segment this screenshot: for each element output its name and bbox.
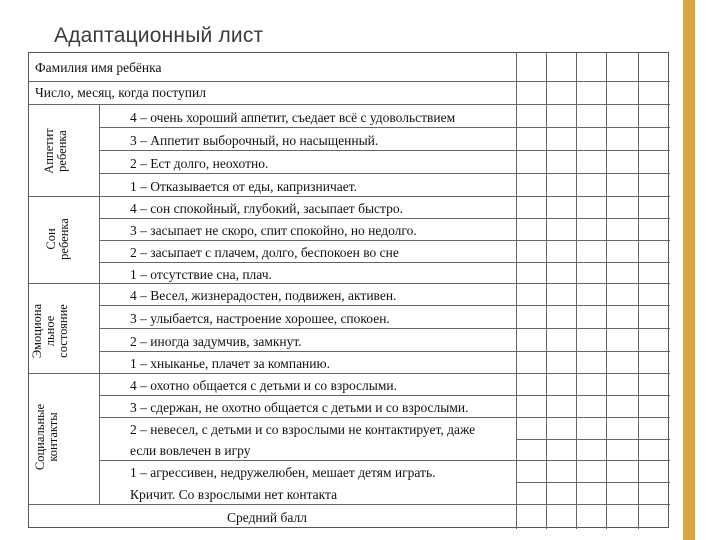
row-divider bbox=[29, 104, 670, 105]
criterion-text: 3 – сдержан, не охотно общается с детьми и со взрослыми. bbox=[130, 400, 469, 415]
criterion-text: 1 – Отказывается от еды, капризничает. bbox=[130, 179, 358, 194]
criterion-text: 3 – улыбается, настроение хорошее, спокоен. bbox=[130, 311, 390, 326]
criterion-divider bbox=[99, 417, 670, 418]
score-column-divider bbox=[546, 53, 547, 529]
criterion-text: 1 – хныканье, плачет за компанию. bbox=[130, 356, 330, 371]
criterion-text: 4 – сон спокойный, глубокий, засыпает быстро. bbox=[130, 201, 403, 216]
criterion-text: 4 – охотно общается с детьми и со взрослыми. bbox=[130, 378, 397, 393]
appetite-section-label: Аппетит ребенка bbox=[42, 128, 69, 174]
criterion-divider bbox=[99, 127, 670, 128]
criterion-divider bbox=[99, 150, 670, 151]
child-name-label: Фамилия имя ребёнка bbox=[35, 60, 162, 75]
score-column-divider bbox=[606, 53, 607, 529]
criterion-text: 2 – засыпает с плачем, долго, беспокоен во сне bbox=[130, 245, 399, 260]
page-title: Адаптационный лист bbox=[54, 24, 264, 47]
criterion-text: 2 – Ест долго, неохотно. bbox=[130, 156, 269, 171]
admission-date-label: Число, месяц, когда поступил bbox=[35, 85, 206, 100]
score-column-divider bbox=[576, 53, 577, 529]
criterion-divider bbox=[99, 460, 670, 461]
criterion-divider bbox=[99, 305, 670, 306]
section-divider bbox=[29, 373, 670, 374]
criterion-text: если вовлечен в игру bbox=[130, 443, 251, 458]
emotional-section-label: Эмоциона льное состояние bbox=[30, 303, 70, 359]
criterion-divider bbox=[99, 395, 670, 396]
section-divider bbox=[29, 283, 670, 284]
criterion-divider bbox=[99, 328, 670, 329]
criterion-text: 2 – иногда задумчив, замкнут. bbox=[130, 334, 302, 349]
criterion-text: 2 – невесел, с детьми и со взрослыми не контактирует, даже bbox=[130, 422, 476, 437]
sleep-section-label: Сон ребенка bbox=[44, 218, 71, 260]
section-divider bbox=[29, 196, 670, 197]
criterion-text: 4 – Весел, жизнерадостен, подвижен, активен. bbox=[130, 288, 397, 303]
average-score-label: Средний балл bbox=[227, 510, 307, 525]
social-section-label: Социальные контакты bbox=[33, 403, 60, 471]
score-column-divider bbox=[516, 53, 517, 529]
accent-side-bar bbox=[683, 0, 695, 540]
criterion-divider bbox=[516, 482, 670, 483]
criterion-divider bbox=[99, 351, 670, 352]
score-column-divider bbox=[638, 53, 639, 529]
criterion-divider bbox=[99, 218, 670, 219]
criterion-text: 3 – засыпает не скоро, спит спокойно, но недолго. bbox=[130, 223, 417, 238]
criterion-text: 3 – Аппетит выборочный, но насыщенный. bbox=[130, 133, 379, 148]
label-column-divider bbox=[99, 104, 100, 504]
criterion-divider bbox=[99, 173, 670, 174]
criterion-divider bbox=[99, 262, 670, 263]
adaptation-table bbox=[28, 52, 669, 528]
criterion-text: 4 – очень хороший аппетит, съедает всё с удовольствием bbox=[130, 110, 456, 125]
section-divider bbox=[29, 504, 670, 505]
criterion-text: 1 – агрессивен, недружелюбен, мешает детям играть. bbox=[130, 465, 436, 480]
criterion-text: 1 – отсутствие сна, плач. bbox=[130, 267, 272, 282]
criterion-text: Кричит. Со взрослыми нет контакта bbox=[130, 487, 338, 502]
row-divider bbox=[29, 81, 670, 82]
criterion-divider bbox=[99, 240, 670, 241]
criterion-divider bbox=[516, 439, 670, 440]
